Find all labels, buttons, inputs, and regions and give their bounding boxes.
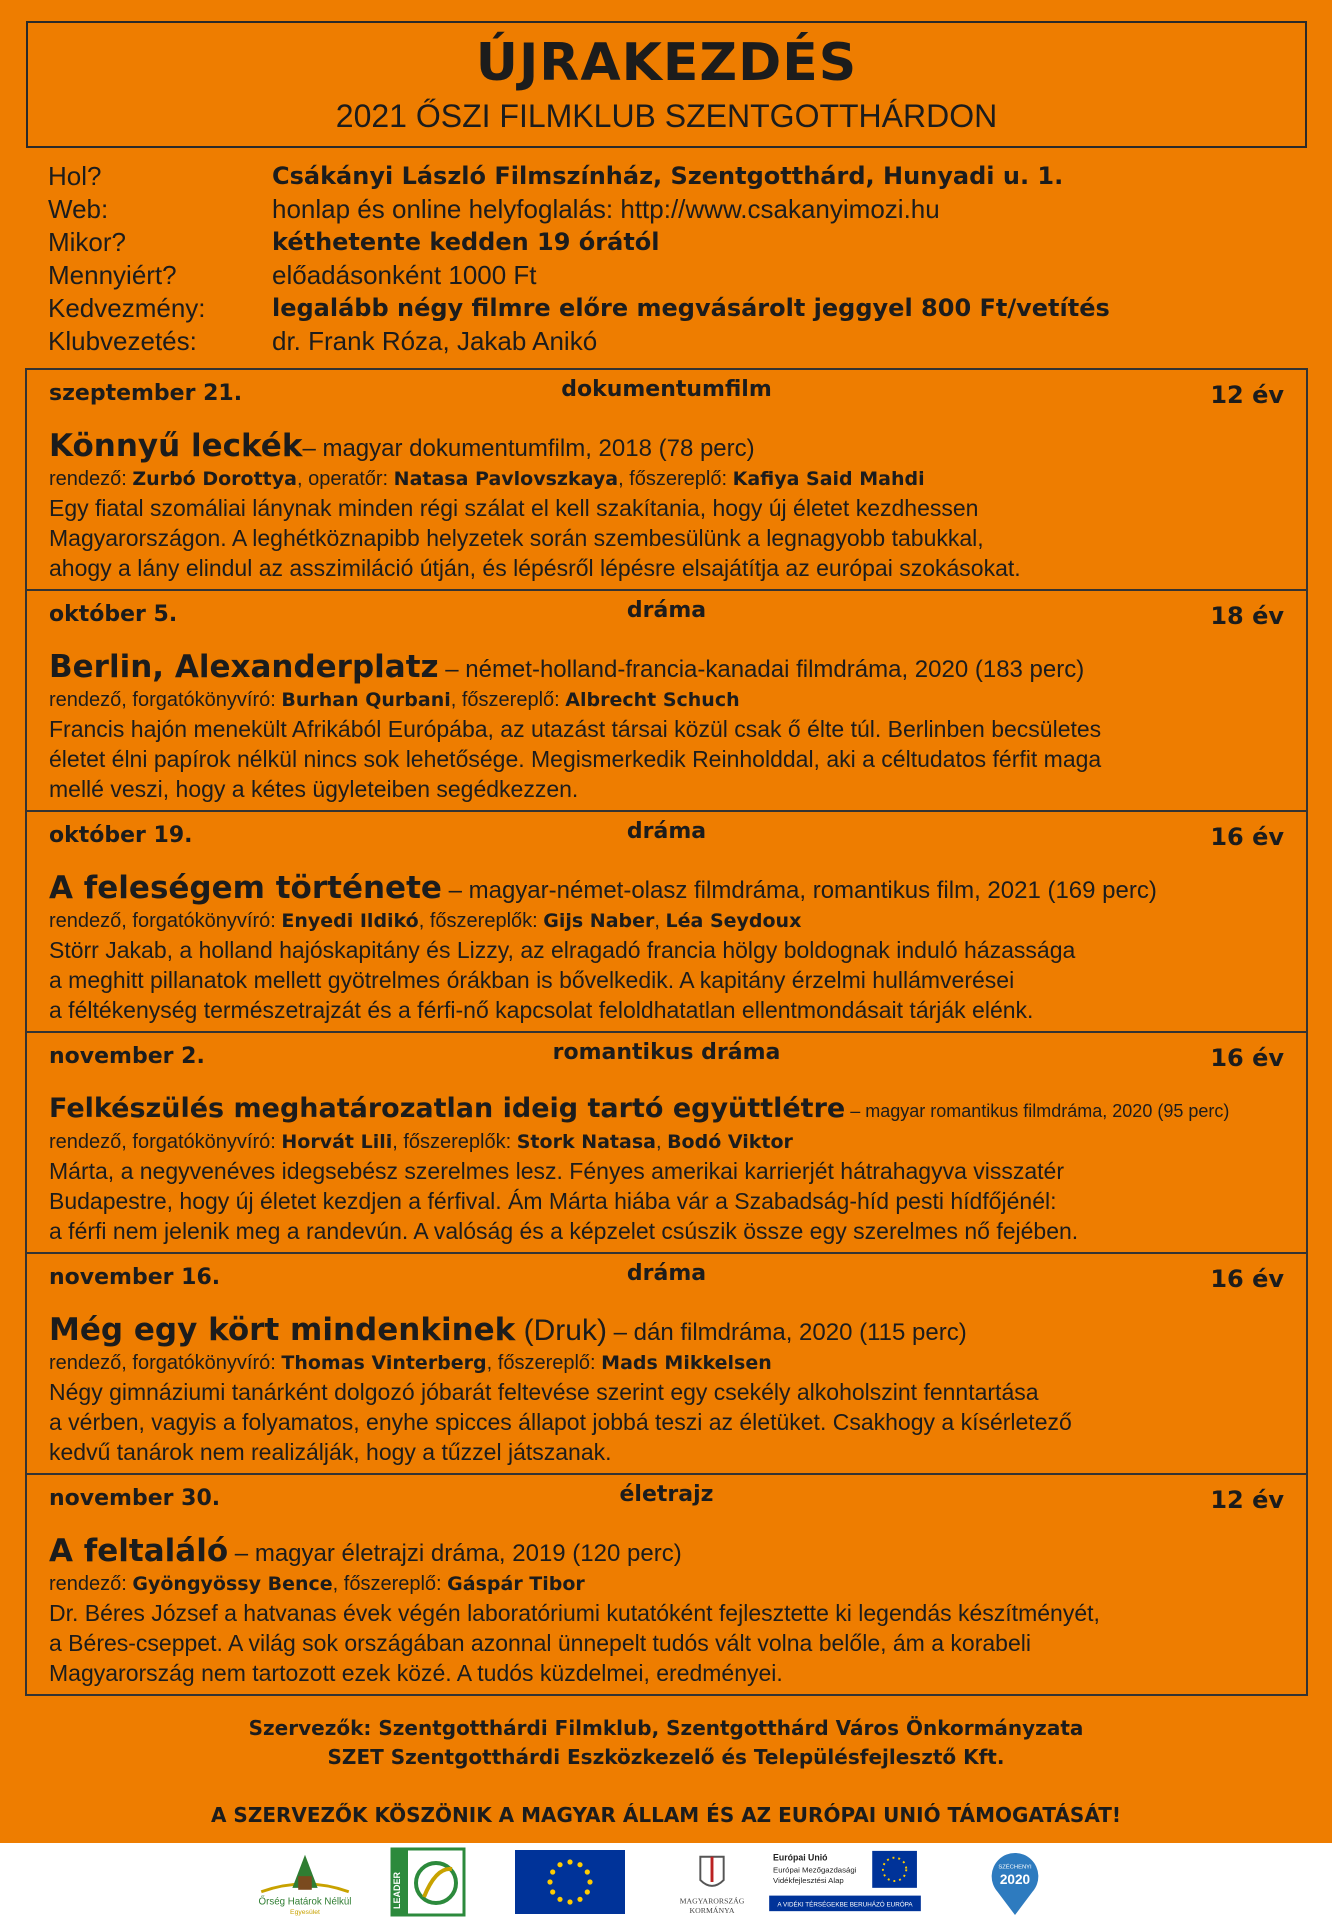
info-row <box>48 325 1308 358</box>
eu-star <box>567 1859 572 1864</box>
film-date: október 5. <box>49 602 178 627</box>
description-line: Störr Jakab, a holland hajóskapitány és Lizzy, az elragadó francia hölgy boldognak induló házassága <box>49 937 1076 963</box>
eu-fund-bar-text: A VIDÉKI TÉRSÉGEKBE BERUHÁZÓ EURÓPA <box>777 1901 913 1909</box>
eu-star <box>557 1897 562 1902</box>
credit-name: Kafiya Said Mahdi <box>732 468 925 490</box>
film-title-line <box>49 870 1157 909</box>
eu-fund-logo <box>765 1847 925 1917</box>
film-genre: dráma <box>626 1261 707 1286</box>
info-block <box>48 160 1308 358</box>
film-date: november 16. <box>49 1265 221 1290</box>
film-date: október 19. <box>49 823 193 848</box>
description-line: ahogy a lány elindul az asszimiláció útján, és lépésről lépésre elsajátítja az európai szokásokat. <box>49 555 1021 581</box>
eu-star <box>587 1879 592 1884</box>
szechenyi-year: 2020 <box>999 1871 1031 1887</box>
credit-name: Enyedi Ildikó <box>281 910 419 932</box>
description-line: mellé veszi, hogy a kétes ügyleteiben segédkezzen. <box>49 776 579 802</box>
film-age-rating: 12 év <box>1210 381 1284 409</box>
film-info: – német-holland-francia-kanadai filmdráma, 2020 (183 perc) <box>438 656 1085 683</box>
film-title: Berlin, Alexanderplatz <box>49 649 439 685</box>
film-title: A feleségem története <box>49 870 442 906</box>
film-block <box>25 810 1308 1033</box>
orseg-tower-base <box>298 1876 312 1890</box>
credit-name: Mads Mikkelsen <box>601 1352 772 1374</box>
film-title-line <box>49 649 1084 688</box>
eu-star <box>577 1897 582 1902</box>
eu-star <box>557 1862 562 1867</box>
credit-role: rendező, forgatókönyvíró: <box>49 1131 282 1153</box>
info-label: Klubvezetés: <box>48 326 197 356</box>
description-line: a férfi nem jelenik meg a randevún. A valóság és a képzelet csúszik össze egy szerelmes nő fejében. <box>49 1218 1079 1244</box>
film-credits <box>49 908 801 934</box>
film-block <box>25 1252 1308 1475</box>
film-genre: romantikus dráma <box>552 1040 781 1065</box>
organizers-line-2: SZET Szentgotthárdi Eszközkezelő és Településfejlesztő Kft. <box>327 1745 1005 1769</box>
film-title: Még egy kört mindenkinek <box>49 1312 516 1348</box>
film-credits <box>49 687 740 713</box>
info-value: kéthetente kedden 19 órától <box>272 228 660 256</box>
credit-separator: , <box>655 1131 668 1153</box>
eu-fund-text-1: Európai Unió <box>773 1852 828 1863</box>
credit-name: Thomas Vinterberg <box>281 1352 487 1374</box>
description-line: Dr. Béres József a hatvanas évek végén laboratóriumi kutatóként fejlesztette ki legendás készítményét, <box>49 1600 1100 1626</box>
info-label: Web: <box>48 194 109 224</box>
credit-name: Gyöngyössy Bence <box>132 1573 333 1595</box>
eu-star <box>547 1879 552 1884</box>
leader-logo <box>390 1847 466 1917</box>
film-credits <box>49 466 925 492</box>
credit-name: Zurbó Dorottya <box>132 468 297 490</box>
eu-star <box>567 1899 572 1904</box>
film-original-title: (Druk) <box>515 1314 607 1347</box>
title-box <box>26 21 1307 148</box>
credit-role: rendező, forgatókönyvíró: <box>49 910 282 932</box>
credit-name: Albrecht Schuch <box>565 689 740 711</box>
film-title-line <box>49 1091 1229 1129</box>
sponsor-logo-strip <box>0 1843 1332 1920</box>
film-title-line <box>49 1533 682 1572</box>
eu-star <box>550 1889 555 1894</box>
film-info: – magyar dokumentumfilm, 2018 (78 perc) <box>302 435 755 462</box>
hungary-text-2: KORMÁNYA <box>689 1906 735 1916</box>
eu-star <box>585 1869 590 1874</box>
credit-role: , főszereplő: <box>332 1573 448 1595</box>
info-row <box>48 259 1308 292</box>
credit-name: Horvát Lili <box>281 1131 393 1153</box>
film-age-rating: 16 év <box>1210 823 1284 851</box>
description-line: a meghitt pillanatok mellett gyötrelmes órákban is bővelkedik. A kapitány érzelmi hullámverései <box>49 967 1015 993</box>
film-block <box>25 1473 1308 1696</box>
info-value: Csákányi László Filmszínház, Szentgotthárd, Hunyadi u. 1. <box>272 162 1064 190</box>
credit-role: , főszereplő: <box>450 689 566 711</box>
credit-role: rendező: <box>49 1573 133 1595</box>
page-subtitle: 2021 ŐSZI FILMKLUB SZENTGOTTHÁRDON <box>335 98 998 134</box>
eu-star <box>577 1862 582 1867</box>
film-description <box>49 1598 1299 1688</box>
film-info: – magyar romantikus filmdráma, 2020 (95 perc) <box>845 1101 1230 1121</box>
description-line: Magyarország nem tartozott ezek közé. A tudós küzdelmei, eredményei. <box>49 1660 783 1686</box>
film-genre: életrajz <box>619 1482 714 1507</box>
film-block <box>25 589 1308 812</box>
description-line: a vérben, vagyis a folyamatos, enyhe spicces állapot jobbá teszi az életüket. Csakhogy a kísérletező <box>49 1409 1072 1435</box>
film-list <box>25 368 1308 1696</box>
eu-fund-flag <box>872 1851 917 1888</box>
credit-role: , főszereplők: <box>392 1131 517 1153</box>
info-row <box>48 292 1308 325</box>
film-genre: dokumentumfilm <box>561 377 772 402</box>
info-label: Mikor? <box>48 227 127 257</box>
film-age-rating: 16 év <box>1210 1265 1284 1293</box>
orseg-logo <box>240 1847 370 1917</box>
film-description <box>49 714 1299 804</box>
description-line: Magyarországon. A leghétköznapibb helyzetek során szembesülünk a legnagyobb tabukkal, <box>49 525 984 551</box>
credit-role: , főszereplő: <box>618 468 733 490</box>
info-label: Hol? <box>48 161 102 191</box>
credit-name: Gáspár Tibor <box>447 1573 585 1595</box>
film-description <box>49 935 1299 1025</box>
film-age-rating: 16 év <box>1210 1044 1284 1072</box>
info-label: Mennyiért? <box>48 260 177 290</box>
credit-name: Bodó Viktor <box>667 1131 793 1153</box>
credit-role: , főszereplő: <box>486 1352 602 1374</box>
description-line: Márta, a negyvenéves idegsebész szerelmes lesz. Fényes amerikai karrierjét hátrahagyva visszatér <box>49 1158 1064 1184</box>
eu-fund-text-3: Vidékfejlesztési Alap <box>773 1875 844 1885</box>
organizers-line-1: Szervezők: Szentgotthárdi Filmklub, Szentgotthárd Város Önkormányzata <box>248 1716 1084 1740</box>
film-date: november 2. <box>49 1044 205 1069</box>
film-info: – magyar-német-olasz filmdráma, romantikus film, 2021 (169 perc) <box>441 877 1157 904</box>
leader-text: LEADER <box>392 1871 402 1909</box>
film-title: Könnyű leckék <box>49 428 303 464</box>
credit-role: , főszereplők: <box>418 910 544 932</box>
film-genre: dráma <box>626 598 707 623</box>
film-age-rating: 18 év <box>1210 602 1284 630</box>
film-age-rating: 12 év <box>1210 1486 1284 1514</box>
orseg-sub: Egyesület <box>290 1909 320 1917</box>
description-line: Egy fiatal szomáliai lánynak minden régi szálat el kell szakítania, hogy új életet kezdhessen <box>49 495 979 521</box>
credit-role: rendező, forgatókönyvíró: <box>49 689 282 711</box>
info-value: honlap és online helyfoglalás: http://www.csakanyimozi.hu <box>272 194 940 224</box>
eu-star <box>550 1869 555 1874</box>
description-line: kedvű tanárok nem realizálják, hogy a tűzzel játszanak. <box>49 1439 612 1465</box>
credit-role: rendező, forgatókönyvíró: <box>49 1352 282 1374</box>
credit-name: Léa Seydoux <box>665 910 802 932</box>
film-info: – magyar életrajzi dráma, 2019 (120 perc) <box>228 1540 682 1567</box>
film-title: A feltaláló <box>49 1533 229 1569</box>
credit-name: Stork Natasa <box>516 1131 656 1153</box>
film-block <box>25 368 1308 591</box>
szechenyi-text: SZÉCHENYI <box>998 1864 1032 1871</box>
credit-name: Gijs Naber <box>543 910 655 932</box>
page-title: ÚJRAKEZDÉS <box>475 33 858 93</box>
film-date: szeptember 21. <box>49 381 243 406</box>
film-title-line <box>49 1312 967 1351</box>
film-title: Felkészülés meghatározatlan ideig tartó együttlétre <box>49 1093 846 1124</box>
eu-star <box>585 1889 590 1894</box>
description-line: a féltékenység természetrajzát és a férfi-nő kapcsolat feloldhatatlan ellentmondásait tárják elénk. <box>49 997 1034 1023</box>
info-row <box>48 160 1308 193</box>
info-label: Kedvezmény: <box>48 293 206 323</box>
film-block <box>25 1031 1308 1254</box>
credit-name: Burhan Qurbani <box>281 689 451 711</box>
film-description <box>49 493 1299 583</box>
film-title-line <box>49 428 755 467</box>
info-value: előadásonként 1000 Ft <box>272 260 537 290</box>
film-credits <box>49 1571 585 1597</box>
eu-fund-text-2: Európai Mezőgazdasági <box>773 1865 857 1875</box>
info-value: dr. Frank Róza, Jakab Anikó <box>272 326 598 356</box>
film-credits <box>49 1350 772 1376</box>
info-row <box>48 193 1308 226</box>
credit-name: Natasa Pavlovszkaya <box>393 468 619 490</box>
description-line: Francis hajón menekült Afrikából Európába, az utazást társai közül csak ő élte túl. Berlinben becsületes <box>49 716 1102 742</box>
info-value: legalább négy filmre előre megvásárolt jeggyel 800 Ft/vetítés <box>272 294 1110 322</box>
orseg-name: Őrség Határok Nélkül <box>258 1896 352 1908</box>
credit-separator: , <box>654 910 666 932</box>
film-description <box>49 1156 1299 1246</box>
hungary-govt-logo <box>680 1847 744 1917</box>
description-line: életet élni papírok nélkül nincs sok lehetősége. Megismerkedik Reinholddal, aki a céltudatos férfit maga <box>49 746 1102 772</box>
film-genre: dráma <box>626 819 707 844</box>
film-date: november 30. <box>49 1486 221 1511</box>
eu-flag-logo <box>515 1847 625 1917</box>
description-line: Négy gimnáziumi tanárként dolgozó jóbarát feltevése szerint egy csekély alkoholszint fenntartása <box>49 1379 1039 1405</box>
description-line: a Béres-cseppet. A világ sok országában azonnal ünnepelt tudós vált volna belőle, ám a korabeli <box>49 1630 1031 1656</box>
szechenyi-2020-logo <box>985 1847 1045 1917</box>
film-description <box>49 1377 1299 1467</box>
thanks-line: A SZERVEZŐK KÖSZÖNIK A MAGYAR ÁLLAM ÉS AZ EURÓPAI UNIÓ TÁMOGATÁSÁT! <box>210 1803 1122 1827</box>
film-credits <box>49 1129 793 1155</box>
info-row <box>48 226 1308 259</box>
hungary-text-1: MAGYARORSZÁG <box>680 1896 744 1906</box>
credit-role: , operatőr: <box>296 468 394 490</box>
description-line: Budapestre, hogy új életet kezdjen a férfival. Ám Márta hiába vár a Szabadság-híd pesti hídfőjénél: <box>49 1188 1057 1214</box>
credit-role: rendező: <box>49 468 133 490</box>
film-info: – dán filmdráma, 2020 (115 perc) <box>606 1319 967 1346</box>
